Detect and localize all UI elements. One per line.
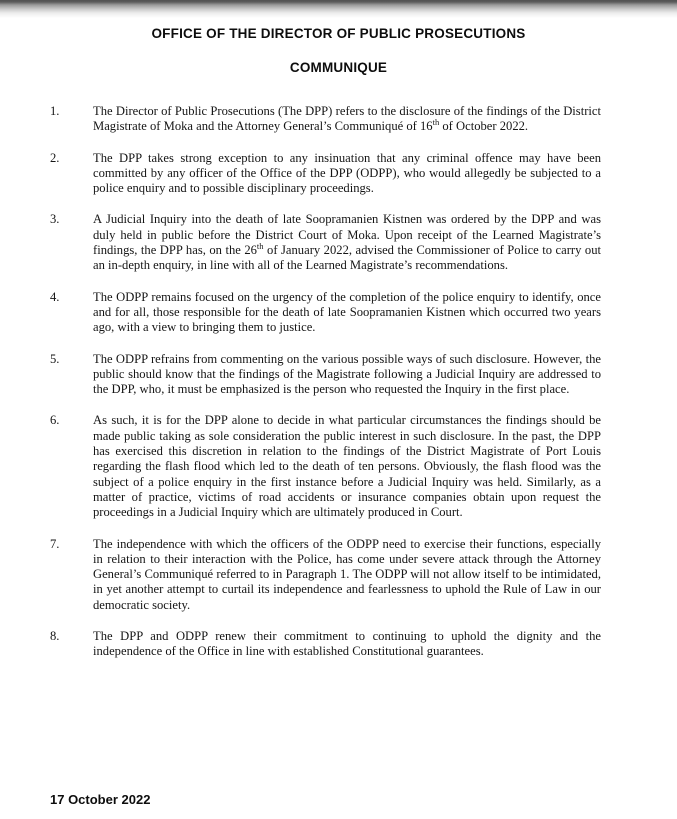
paragraph-text-segment: As such, it is for the DPP alone to decide in what particular circumstances the findings should be made public taking as sole consideration the public interest in such disclosure. In the past, the DPP has exercised this discretion in relation to the findings of the District Magistrate of Port Louis regarding the flash flood which led to the death of ten persons. Obviously, the flash flood was the subject of a police enquiry in the first instance before a Judicial Inquiry was held. Similarly, as a matter of practice, victims of road accidents or insurance companies obtain upon request the proceedings in a Judicial Inquiry which are ultimately produced in Court.	[93, 413, 601, 520]
paragraph-number: 2.	[50, 150, 60, 165]
paragraph-text	[93, 151, 601, 197]
paragraph-text	[93, 629, 601, 660]
paragraph-item	[50, 352, 601, 398]
paragraph-text	[93, 537, 601, 613]
top-edge-shadow	[0, 0, 677, 18]
ordinal-superscript: th	[432, 117, 440, 128]
paragraph-text	[93, 290, 601, 336]
paragraph-item	[50, 104, 601, 135]
paragraph-number: 5.	[50, 351, 60, 366]
paragraph-text-segment: The ODPP refrains from commenting on the various possible ways of such disclosure. However, the public should know that the findings of the Magistrate following a Judicial Inquiry are addressed to the DPP, who, it must be emphasized is the person who requested the Inquiry in the first place.	[93, 351, 601, 397]
paragraph-number: 4.	[50, 289, 60, 304]
paragraph-text-segment: A Judicial Inquiry into the death of late Soopramanien Kistnen was ordered by the DPP and was duly held in public before the District Court of Moka. Upon receipt of the Learned Magistrate’s findings, the DPP has, on the 26	[93, 212, 601, 258]
paragraph-number: 1.	[50, 104, 60, 118]
paragraph-text-segment: The independence with which the officers of the ODPP need to exercise their functions, especially in relation to their interaction with the Police, has come under severe attack through the Attorney General’s Communiqué referred to in Paragraph 1. The ODPP will not allow itself to be intimidated, in yet another attempt to curtail its independence and fearlessness to uphold the Rule of Law in our democratic society.	[93, 536, 601, 612]
paragraph-item	[50, 413, 601, 520]
paragraph-number: 8.	[50, 629, 60, 644]
paragraph-text-segment: of January 2022, advised the Commissioner of Police to carry out an in-depth enquiry, in line with all of the Learned Magistrate’s recommendations.	[93, 243, 601, 273]
paragraph-text	[93, 413, 601, 520]
ordinal-superscript: th	[256, 240, 264, 251]
paragraph-number: 7.	[50, 536, 60, 551]
paragraph-text	[93, 104, 601, 135]
document-subtitle: COMMUNIQUE	[289, 60, 388, 75]
paragraph-item	[50, 151, 601, 197]
document-date: 17 October 2022	[50, 792, 151, 807]
paragraph-number: 6.	[50, 413, 60, 428]
paragraph-text-segment: of October 2022.	[439, 119, 529, 134]
paragraph-item	[50, 537, 601, 613]
paragraph-text-segment: The DPP and ODPP renew their commitment to continuing to uphold the dignity and the independence of the Office in line with established Constitutional guarantees.	[93, 629, 601, 659]
paragraph-list	[0, 75, 677, 660]
paragraph-item	[50, 629, 601, 660]
paragraph-text-segment: The ODPP remains focused on the urgency of the completion of the police enquiry to identify, once and for all, those responsible for the death of late Soopramanien Kistnen which occurred two years ago, with a view to bringing them to justice.	[93, 289, 601, 335]
document-title: OFFICE OF THE DIRECTOR OF PUBLIC PROSECUTIONS	[151, 26, 526, 41]
paragraph-text	[93, 352, 601, 398]
paragraph-item	[50, 290, 601, 336]
paragraph-text-segment: The DPP takes strong exception to any insinuation that any criminal offence may have been committed by any officer of the Office of the DPP (ODPP), who would allegedly be subjected to a police enquiry and to possible disciplinary proceedings.	[93, 150, 601, 196]
paragraph-text	[93, 212, 601, 273]
paragraph-number: 3.	[50, 212, 60, 227]
paragraph-item	[50, 212, 601, 273]
paragraph-text-segment: The Director of Public Prosecutions (The DPP) refers to the disclosure of the findings of the District Magistrate of Moka and the Attorney General’s Communiqué of 16	[93, 104, 601, 134]
